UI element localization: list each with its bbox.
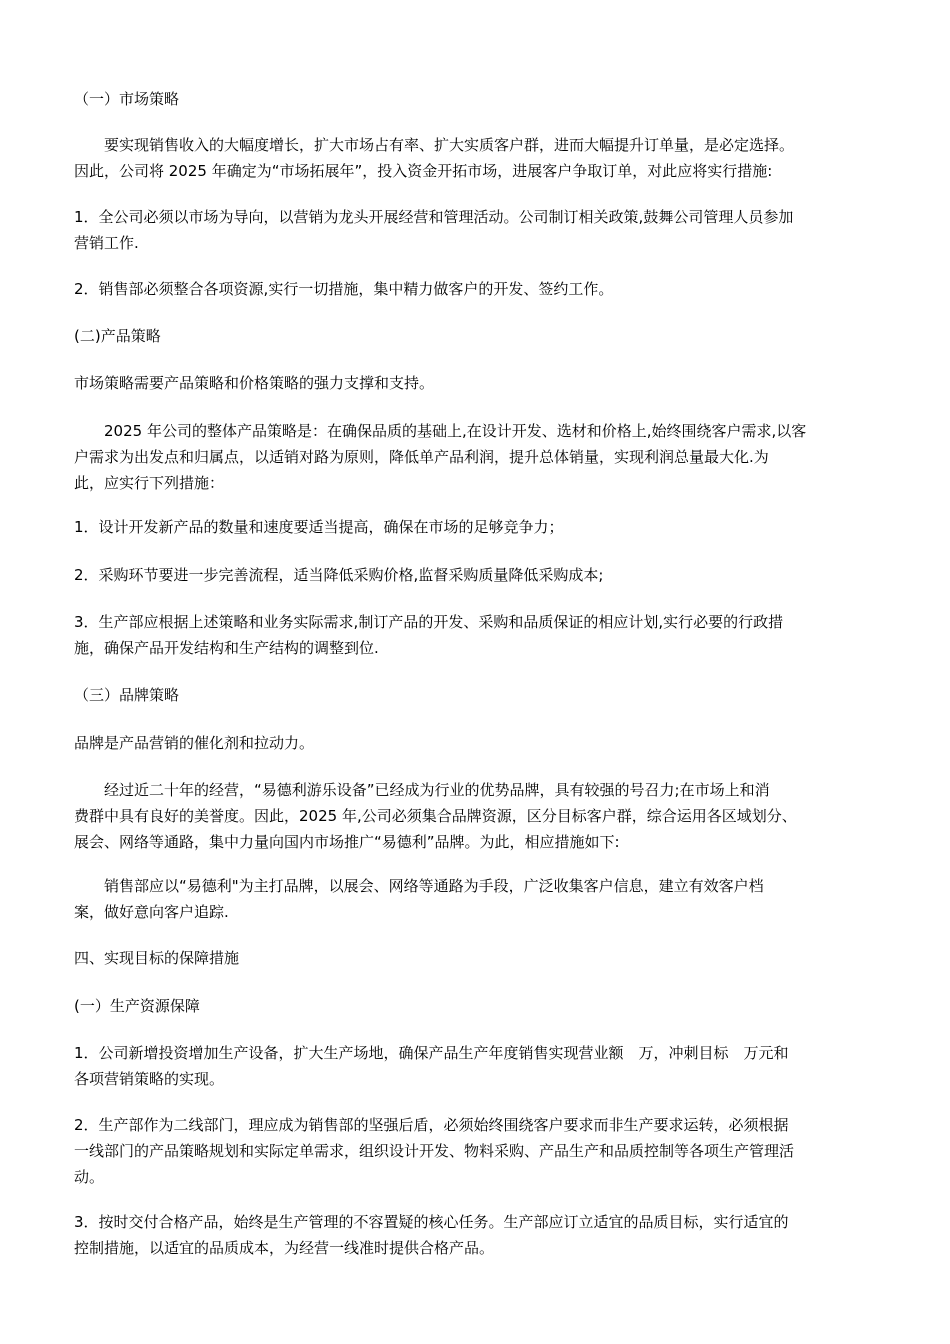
text-line: 四、实现目标的保障措施: [74, 949, 240, 967]
paragraph-production-item-2: [74, 1112, 884, 1190]
section-heading-production-resources: [74, 993, 884, 1019]
text-line: 2．销售部必须整合各项资源,实行一切措施，集中精力做客户的开发、签约工作。: [74, 280, 614, 298]
text-line: 3．按时交付合格产品，始终是生产管理的不容置疑的核心任务。生产部应订立适宜的品质目标，实行适宜的: [74, 1213, 789, 1231]
section-heading-safeguards: [74, 945, 884, 971]
paragraph-product-item-2: [74, 562, 884, 588]
text-line: 1．公司新增投资增加生产设备，扩大生产场地，确保产品生产年度销售实现营业额 万，冲刺目标 万元和: [74, 1044, 789, 1062]
text-line: 因此，公司将 2025 年确定为“市场拓展年”，投入资金开拓市场，进展客户争取订单，对此应将实行措施:: [74, 162, 773, 180]
text-line: 经过近二十年的经营，“易德利游乐设备”已经成为行业的优势品牌，具有较强的号召力;在市场上和消: [104, 781, 770, 799]
text-line: 营销工作.: [74, 234, 139, 252]
text-line: 销售部应以“易德利"为主打品牌，以展会、网络等通路为手段，广泛收集客户信息，建立有效客户档: [104, 877, 764, 895]
text-line: 3．生产部应根据上述策略和业务实际需求,制订产品的开发、采购和品质保证的相应计划,实行必要的行政措: [74, 613, 784, 631]
paragraph-market-intro: [74, 132, 884, 184]
paragraph-brand-sales: [74, 873, 884, 925]
paragraph-market-item-1: [74, 204, 884, 256]
text-line: 展会、网络等通路，集中力量向国内市场推广“易德利”品牌。为此，相应措施如下:: [74, 833, 620, 851]
text-line: 市场策略需要产品策略和价格策略的强力支撑和支持。: [74, 374, 435, 392]
text-line: 要实现销售收入的大幅度增长，扩大市场占有率、扩大实质客户群，进而大幅提升订单量，是必定选择。: [104, 136, 795, 154]
text-line: 1．设计开发新产品的数量和速度要适当提高，确保在市场的足够竞争力；: [74, 518, 564, 536]
paragraph-production-item-3: [74, 1209, 884, 1261]
text-line: 2．采购环节要进一步完善流程，适当降低采购价格,监督采购质量降低采购成本;: [74, 566, 604, 584]
section-heading-brand-strategy: [74, 682, 884, 708]
text-line: 2025 年公司的整体产品策略是：在确保品质的基础上,在设计开发、选材和价格上,始终围绕客户需求,以客: [104, 422, 807, 440]
text-line: 品牌是产品营销的催化剂和拉动力。: [74, 734, 315, 752]
section-heading-product-strategy: [74, 323, 884, 349]
paragraph-market-item-2: [74, 276, 884, 302]
text-line: 案，做好意向客户追踪.: [74, 903, 229, 921]
text-line: 1．全公司必须以市场为导向，以营销为龙头开展经营和管理活动。公司制订相关政策,鼓舞公司管理人员参加: [74, 208, 794, 226]
text-line: 费群中具有良好的美誉度。因此，2025 年,公司必须集合品牌资源，区分目标客户群，综合运用各区域划分、: [74, 807, 797, 825]
text-line: 户需求为出发点和归属点，以适销对路为原则，降低单产品利润，提升总体销量，实现利润总量最大化.为: [74, 448, 769, 466]
text-line: 施，确保产品开发结构和生产结构的调整到位.: [74, 639, 379, 657]
paragraph-product-item-1: [74, 514, 884, 540]
text-line: 控制措施，以适宜的品质成本，为经营一线准时提供合格产品。: [74, 1239, 495, 1257]
section-heading-market-strategy: [74, 86, 884, 112]
paragraph-brand-intro: [74, 730, 884, 756]
text-line: 各项营销策略的实现。: [74, 1070, 225, 1088]
paragraph-brand-overall: [74, 777, 884, 855]
text-line: （一）市场策略: [74, 90, 180, 108]
text-line: 一线部门的产品策略规划和实际定单需求，组织设计开发、物料采购、产品生产和品质控制等各项生产管理活: [74, 1142, 795, 1160]
text-line: 动。: [74, 1168, 105, 1186]
text-line: （三）品牌策略: [74, 686, 180, 704]
paragraph-production-item-1: [74, 1040, 884, 1092]
text-line: 2．生产部作为二线部门，理应成为销售部的坚强后盾，必须始终围绕客户要求而非生产要求运转，必须根据: [74, 1116, 789, 1134]
text-line: 此，应实行下列措施：: [74, 474, 225, 492]
text-line: (一）生产资源保障: [74, 997, 200, 1015]
text-line: (二)产品策略: [74, 327, 161, 345]
paragraph-product-intro: [74, 370, 884, 396]
paragraph-product-overall: [74, 418, 884, 496]
paragraph-product-item-3: [74, 609, 884, 661]
